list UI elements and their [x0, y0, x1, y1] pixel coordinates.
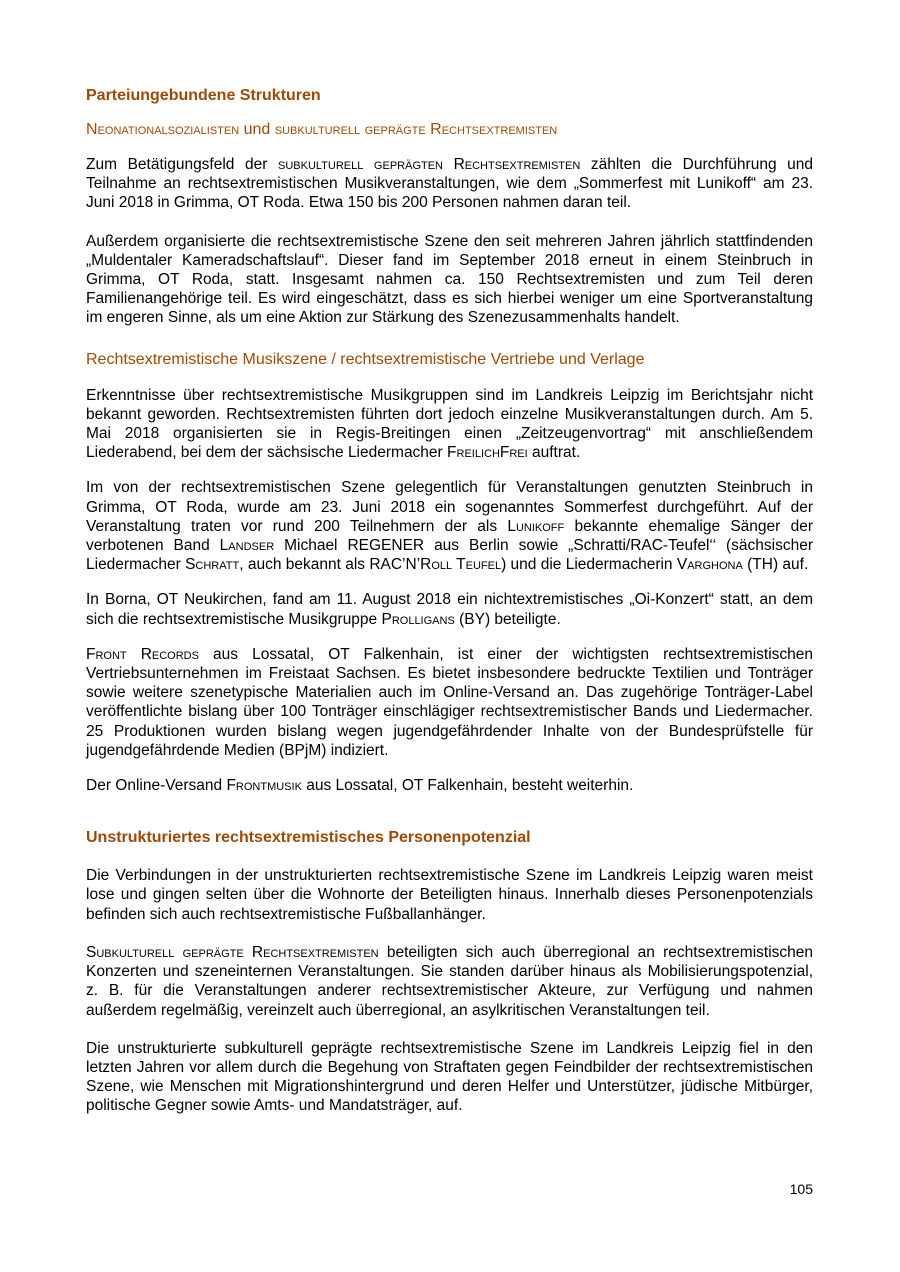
text-run-smallcaps: Frontmusik	[226, 777, 302, 795]
text-run: , auch bekannt als RAC’N’	[239, 556, 421, 574]
subheading-part-1: Neonationalsozialisten	[86, 121, 240, 138]
text-run-smallcaps: Subkulturell geprägte Rechtsextremisten	[86, 943, 379, 961]
subheading-part-2: und	[239, 121, 275, 138]
paragraph-oi-konzert	[86, 590, 813, 628]
text-run: aus Lossatal, OT Falkenhain, ist einer der wichtigsten rechtsextremistischen Vertriebsunternehmen im Freistaat Sachsen. Es bietet insbesondere bedruckte Textilien und Tonträger sowie weitere szenetypische Materialien auch im Online-Versand an. Das zugehörige Tonträger-Label veröffentlichte bislang über 100 Tonträger einschlägiger rechtsextremistischer Bands und Liedermacher. 25 Produktionen wurden bislang wegen jugendgefährdender Inhalte von der Bundesprüfstelle für jugendgefährdende Medien (BPjM) indiziert.	[86, 645, 813, 759]
page-content	[86, 86, 813, 1116]
paragraph-sommerfest	[86, 478, 813, 574]
section-title-party-unaffiliated: Parteiungebundene Strukturen	[86, 87, 321, 104]
text-run: Der Online-Versand	[86, 777, 227, 795]
subheading-part-3: subkulturell geprägte Rechtsextremisten	[274, 121, 558, 138]
text-run-smallcaps: Front Records	[86, 645, 199, 663]
text-run: Im von der rechtsextremistischen Szene gelegentlich für Veranstaltungen genutzten Steinbruch in Grimma, OT Roda, wurde am 23. Juni 2018 ein sogenanntes Sommerfest durchgeführt. Auf der Veranstaltung traten vor rund 200 Teilnehmern der als	[86, 479, 813, 535]
text-run: In Borna, OT Neukirchen, fand am 11. August 2018 ein nichtextremistisches „Oi-Konzert“ statt, an dem sich die rechtsextremistische Musikgruppe	[86, 591, 813, 628]
paragraph-music-groups	[86, 386, 813, 463]
text-run: Michael REGENER aus Berlin sowie „Schratti/RAC-Teufel‘‘ (sächsischer Liedermacher	[86, 537, 813, 574]
text-run: (BY) beteiligte.	[454, 610, 561, 628]
text-run-smallcaps: Roll Teufel	[420, 556, 502, 574]
text-run-smallcaps: Lunikoff	[507, 517, 565, 535]
paragraph-crimes: Die unstrukturierte subkulturell geprägte rechtsextremistische Szene im Landkreis Leipzig fiel in den letzten Jahren vor allem durch die Begehung von Straftaten gegen Feindbilder der rechtsextremistischen Szene, wie Menschen mit Migrationshintergrund und deren Helfer und Unterstützer, jüdische Mitbürger, politische Gegner sowie Amts- und Mandatsträger, auf.	[86, 1039, 813, 1115]
text-run-smallcaps: FreilichFrei	[447, 444, 528, 462]
text-run-smallcaps: Prolligans	[381, 610, 455, 628]
paragraph-front-records	[86, 645, 813, 760]
text-run: Erkenntnisse über rechtsextremistische Musikgruppen sind im Landkreis Leipzig im Berichtsjahr nicht bekannt geworden. Rechtsextremisten führten dort jedoch einzelne Musikveranstaltungen durch. Am 5. Mai 2018 organisierten sie in Regis-Breitingen einen „Zeitzeugenvortrag“ mit anschließendem Liederabend, bei dem der sächsische Liedermacher	[86, 386, 813, 462]
text-run-smallcaps: subkulturell geprägten Rechtsextremisten	[277, 156, 581, 173]
text-run-smallcaps: Varghona	[676, 556, 743, 574]
text-run: Zum Betätigungsfeld der	[86, 156, 278, 173]
text-run-smallcaps: Landser	[219, 537, 275, 555]
text-run: ) und die Liedermacherin	[501, 556, 677, 574]
text-run: (TH) auf.	[742, 556, 809, 574]
text-run-smallcaps: Schratt	[185, 556, 240, 574]
subheading-neonazis-subcultural	[86, 120, 813, 140]
paragraph-frontmusik	[86, 776, 813, 795]
page-number: 105	[789, 1181, 813, 1197]
text-run: beteiligten sich auch überregional an rechtsextremistischen Konzerten und szeneinternen Veranstaltungen. Sie standen darüber hinaus als Mobilisierungspotenzial, z. B. für die Veranstaltungen anderer rechtsextremistischer Akteure, zur Verfügung und nahmen außerdem regelmäßig, vereinzelt auch überregional, an asylkritischen Veranstaltungen teil.	[86, 943, 813, 1019]
text-run: zählten die Durchführung und Teilnahme an rechtsextremistischen Musikveranstaltungen, wie dem „Sommerfest mit Lunikoff“ am 23. Juni 2018 in Grimma, OT Roda. Etwa 150 bis 200 Personen nahmen daran teil.	[86, 156, 814, 212]
section-title-unstructured: Unstrukturiertes rechtsextremistisches Personenpotenzial	[86, 829, 531, 847]
paragraph-activity-field	[86, 155, 813, 213]
text-run: bekannte ehemalige Sänger der verbotenen Band	[86, 517, 813, 555]
paragraph-kameradschaftslauf: Außerdem organisierte die rechtsextremistische Szene den seit mehreren Jahren jährlich stattfindenden „Muldentaler Kameradschaftslauf“. Dieser fand im September 2018 erneut in einem Steinbruch in Grimma, OT Roda, statt. Insgesamt nahmen ca. 150 Rechtsextremisten und zum Teil deren Familienangehörige teil. Es wird eingeschätzt, dass es sich hierbei weniger um eine Sportveranstaltung im engeren Sinne, als um eine Aktion zur Stärkung des Szenezusammenhalts handelt.	[86, 232, 813, 327]
paragraph-subcultural	[86, 943, 813, 1020]
section-title-music-scene: Rechtsextremistische Musikszene / rechtsextremistische Vertriebe und Verlage	[86, 350, 645, 368]
text-run: auftrat.	[527, 444, 581, 462]
paragraph-connections: Die Verbindungen in der unstrukturierten rechtsextremistische Szene im Landkreis Leipzig waren meist lose und gingen selten über die Wohnorte der Beteiligten hinaus. Innerhalb dieses Personenpotenzials befinden sich auch rechtsextremistische Fußballanhänger.	[86, 867, 813, 923]
text-run: aus Lossatal, OT Falkenhain, besteht weiterhin.	[301, 777, 634, 795]
